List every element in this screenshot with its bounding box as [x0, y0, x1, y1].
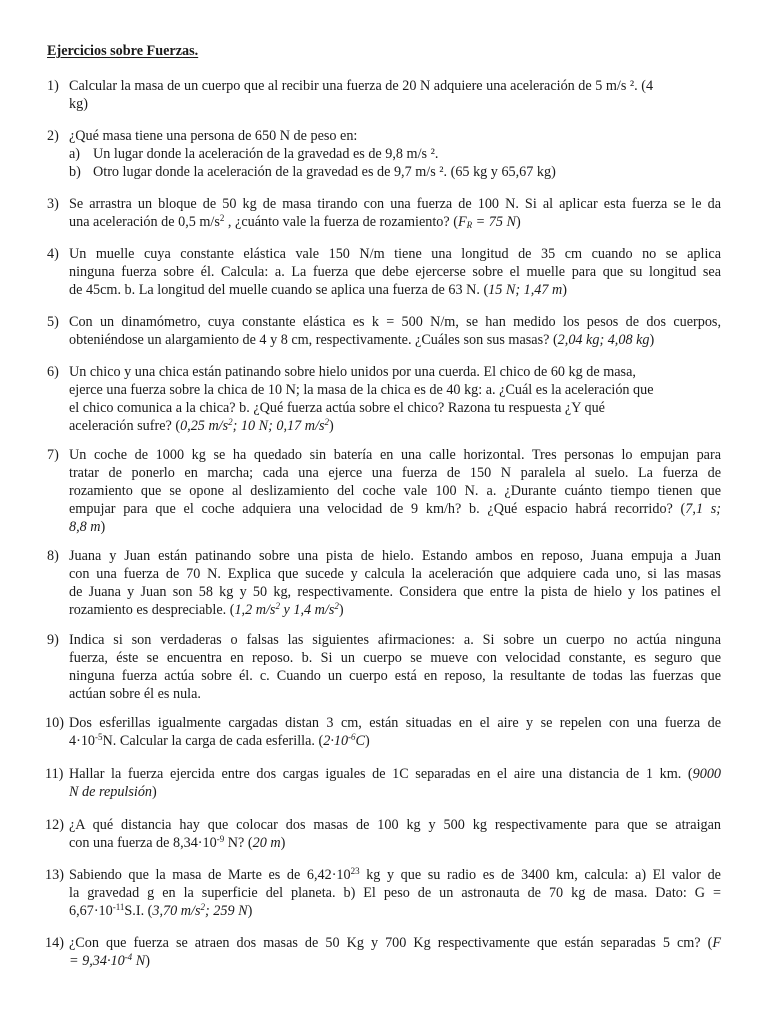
exercise-answer: 9000: [692, 766, 721, 782]
exercise-text: Juana y Juan están patinando sobre una pista de hielo. Estando ambos en reposo, Juana empuja a Juan: [69, 548, 721, 564]
exercise-text: = $9,34\cdot 10^{-4}$ N): [69, 952, 150, 969]
exercise-answer: 3,70 $m/s^2$; 259 N: [152, 902, 248, 919]
exercise-text: Con un dinamómetro, cuya constante elástica es k = 500 N/m, se han medido los pesos de dos cuerpos,: [69, 314, 721, 330]
exercise-text: Calcular la masa de un cuerpo que al recibir una fuerza de 20 N adquiere una aceleración de 5 m/s ². (4: [69, 78, 654, 94]
exercise-text: ¿A qué distancia hay que colocar dos masas de 100 kg y 500 kg respectivamente para que se atraigan: [69, 817, 721, 833]
exercise-number: 6): [47, 364, 59, 380]
exercise-text: empujar para que el coche adquiera una velocidad de 9 km/h? b. ¿Qué espacio habrá recorrido? (7,1 s;: [69, 501, 721, 517]
exercise-number: 1): [47, 78, 59, 94]
exercise-text: $4\cdot 10^{-5}N$. Calcular la carga de cada esferilla. $(2\cdot 10^{-6}C)$: [69, 732, 370, 749]
exercise-answer: 8,8 m: [69, 519, 101, 535]
exercise-text: Un chico y una chica están patinando sobre hielo unidos por una cuerda. El chico de 60 kg de masa,: [69, 364, 636, 380]
exercise-number: 8): [47, 548, 59, 564]
exercise-answer: $F_R = 75$ N: [457, 214, 516, 230]
exercise-text: Un coche de 1000 kg se ha quedado sin batería en una calle horizontal. Tres personas lo empujan para: [69, 447, 721, 463]
exercise-text: la gravedad g en la superficie del planeta. b) El peso de un astronauta de 70 kg de masa. Dato: G =: [69, 885, 721, 901]
exercise-10: [47, 714, 721, 750]
exercise-text: N de repulsión): [69, 784, 157, 800]
exercise-text: ninguna fuerza actúa sobre él. c. Cuando un cuerpo está en reposo, la resultante de todas las fuerzas que: [69, 668, 721, 684]
exercise-5: [47, 313, 721, 349]
exercise-14: [47, 934, 721, 970]
exercise-text: $6,67\cdot 10^{-11}S.I$. (3,70 $m/s^2$; 259 N): [69, 902, 253, 919]
exercise-text: el chico comunica a la chica? b. ¿Qué fuerza actúa sobre el chico? Razona tu respuesta ¿Y qué: [69, 400, 605, 416]
exercise-text: Sabiendo que la masa de Marte es de $6,42\cdot 10^{23}$ kg y que su radio es de 3400 km, calcula: a) El valor de: [69, 866, 721, 883]
exercise-answer: 1,2 $m/s^2$ y 1,4 $m/s^2$: [234, 601, 339, 618]
exercise-7: [47, 446, 721, 536]
exercise-number: 13): [45, 867, 64, 883]
exercise-answer: F: [712, 935, 721, 951]
exercise-4: [47, 245, 721, 299]
exercise-13: [47, 866, 721, 920]
exercise-text: ninguna fuerza sobre él. Calcula: a. La fuerza que debe ejercerse sobre el muelle para que su longitud sea: [69, 264, 721, 280]
exercise-text: fuerza, éste se encuentra en reposo. b. Si un cuerpo se mueve con velocidad constante, es seguro que: [69, 650, 721, 666]
exercise-text: actúan sobre él es nula.: [69, 686, 201, 702]
exercise-9: [47, 631, 721, 703]
exercise-8: [47, 547, 721, 619]
subitem-letter: a): [69, 146, 81, 162]
exercise-answer: = $9,34\cdot 10^{-4}$ N: [69, 952, 146, 969]
exercise-2: [47, 127, 721, 181]
exercise-number: 4): [47, 246, 59, 262]
exercise-text: kg): [69, 96, 88, 112]
exercise-text: rozamiento es despreciable. (1,2 $m/s^2$ y 1,4 $m/s^2$): [69, 601, 344, 618]
exercise-6: [47, 363, 721, 435]
exercise-number: 11): [45, 766, 64, 782]
exercise-text: Se arrastra un bloque de 50 kg de masa tirando con una fuerza de 100 N. Si al aplicar esta fuerza se le da: [69, 196, 721, 212]
exercise-answer: 0,25 $m/s^2$; 10 N; 0,17 $m/s^2$: [180, 417, 329, 434]
exercise-number: 2): [47, 128, 59, 144]
exercise-answer: 2,04 kg; 4,08 kg: [557, 332, 650, 348]
exercise-subitem: [69, 163, 721, 181]
exercise-text: ejerce una fuerza sobre la chica de 10 N; la masa de la chica es de 40 kg: a. ¿Cuál es la aceleración que: [69, 382, 654, 398]
exercise-text: Hallar la fuerza ejercida entre dos cargas iguales de 1C separadas en el aire una distancia de 1 km. (9000: [69, 766, 721, 782]
exercise-12: [47, 816, 721, 852]
exercise-11: [47, 765, 721, 801]
exercise-text: 8,8 m): [69, 519, 106, 535]
exercise-text: con una fuerza de 70 N. Explica que sucede y calcula la aceleración que adquiere cada uno, si las masas: [69, 566, 721, 582]
exercise-number: 12): [45, 817, 64, 833]
exercise-1: [47, 77, 721, 113]
exercise-answer: 20 m: [252, 835, 281, 851]
exercise-subitem: [69, 145, 721, 163]
exercise-text: ¿Con que fuerza se atraen dos masas de 50 Kg y 700 Kg respectivamente que están separadas 5 cm? (F: [69, 935, 721, 951]
exercise-text: aceleración sufre? (0,25 $m/s^2$; 10 N; 0,17 $m/s^2$): [69, 417, 334, 434]
exercise-text: ¿Qué masa tiene una persona de 650 N de peso en:: [69, 128, 358, 144]
subitem-text: Otro lugar donde la aceleración de la gravedad es de 9,7 m/s ². (65 kg y 65,67 kg): [93, 164, 556, 180]
exercise-answer: 15 N; 1,47 m: [488, 282, 563, 298]
exercise-text: una aceleración de 0,5 $m/s^2$ , ¿cuánto vale la fuerza de rozamiento? ($F_R = 75$ N): [69, 213, 521, 230]
subitem-letter: b): [69, 164, 81, 180]
exercise-text: rozamiento que se opone al deslizamiento del coche vale 100 N. a. ¿Durante cuánto tiempo tienen que: [69, 483, 721, 499]
exercise-number: 10): [45, 715, 64, 731]
exercise-text: obteniéndose un alargamiento de 4 y 8 cm, respectivamente. ¿Cuáles son sus masas? (2,04 kg; 4,08 kg): [69, 332, 655, 348]
exercise-text: tratar de ponerlo en marcha; cada una ejerce una fuerza de 150 N paralela al suelo. La fuerza de: [69, 465, 721, 481]
exercise-number: 9): [47, 632, 59, 648]
exercise-number: 3): [47, 196, 59, 212]
exercise-3: [47, 195, 721, 231]
exercise-text: con una fuerza de $8,34\cdot 10^{-9}$ N? (20 m): [69, 834, 286, 851]
exercise-number: 5): [47, 314, 59, 330]
exercise-text: Un muelle cuya constante elástica vale 150 N/m tiene una longitud de 35 cm cuando no se aplica: [69, 246, 721, 262]
exercise-text: Indica si son verdaderas o falsas las siguientes afirmaciones: a. Si sobre un cuerpo no actúa ninguna: [69, 632, 721, 648]
exercise-text: Dos esferillas igualmente cargadas distan 3 cm, están situadas en el aire y se repelen con una fuerza de: [69, 715, 721, 731]
exercise-text: de Juana y Juan son 58 kg y 50 kg, respectivamente. Considera que entre la pista de hielo y los patines el: [69, 584, 721, 600]
exercise-number: 14): [45, 935, 64, 951]
document-title: Ejercicios sobre Fuerzas.: [47, 43, 199, 59]
exercise-text: de 45cm. b. La longitud del muelle cuando se aplica una fuerza de 63 N. (15 N; 1,47 m): [69, 282, 567, 298]
exercise-answer: $2\cdot 10^{-6}C$: [323, 732, 366, 749]
exercise-number: 7): [47, 447, 59, 463]
exercise-answer: 7,1 s;: [685, 501, 721, 517]
subitem-text: Un lugar donde la aceleración de la gravedad es de 9,8 m/s ².: [93, 146, 439, 162]
exercise-answer: N de repulsión: [69, 784, 153, 800]
